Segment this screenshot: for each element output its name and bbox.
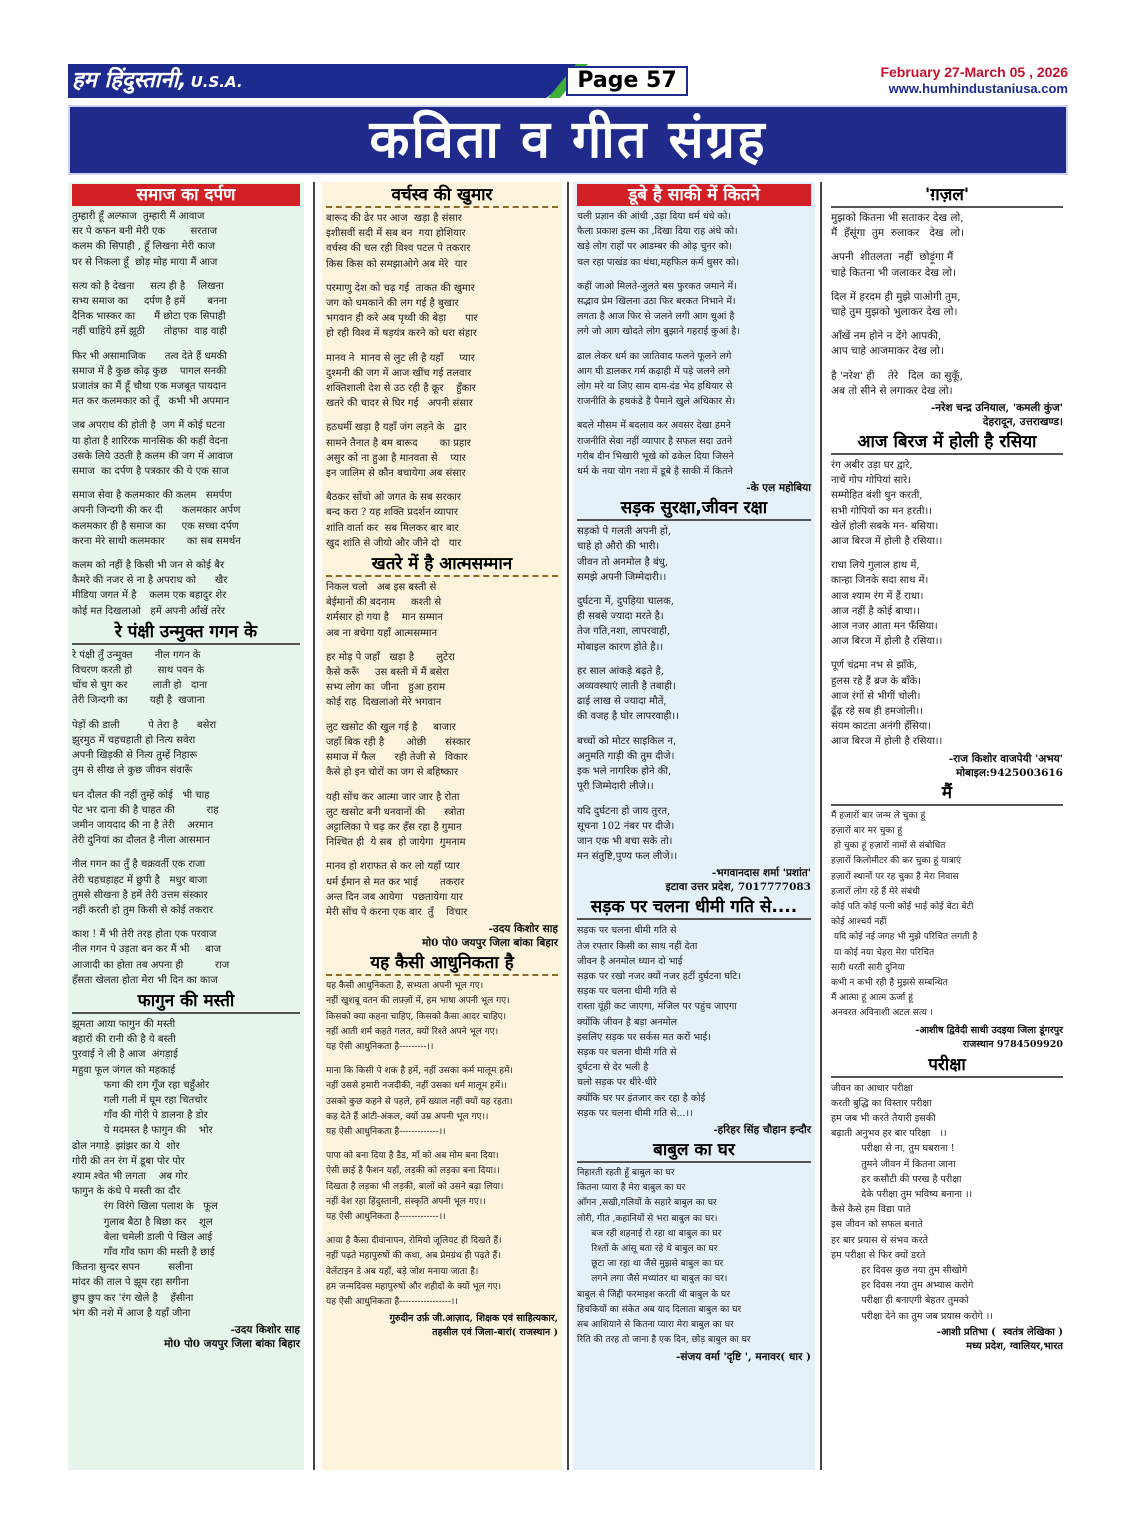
poem-re-panchhi <box>68 621 304 988</box>
masthead-brand <box>72 66 243 97</box>
stanza: रंग अबीर उड़ा घर द्वारे, नाचें गोप गोपियां सारे। सम्मोहित बंशी धुन करती, सभी गोपियों का मन हरती।। खेलें होली सबके मन- बसिया। आज बिरज में होली है रसिया।। <box>831 460 943 548</box>
poem-author: -आशीष द्विवेदी साथी उदइया जिला डूंगरपुर राजस्थान 9784509920 <box>915 1024 1063 1050</box>
stanza: आँखें नम होने न देंगे आपकी, आप चाहे आजमाकर देख लो। <box>831 330 944 358</box>
stanza: पापा को बना दिया है डैड, माँ को अब मोम बना दिया। ऐसी छाई है फैशन यहाँ, लड़की को लड़का बना दिया।। दिखता है लड़का भी लड़की, बालों को उसने बढ़ा लिया। नहीं वेश रहा हिंदुस्तानी, संस्कृति अपनी भूल गए।। यह ऐसी आधुनिकता है-------------।। <box>326 1151 504 1222</box>
stanza: मानव ने मानव से लुट ली है यहाँ प्यार दुश्मनी की जग में आज खींच गई तलवार शक्तिशाली देश से उठ रही है क्रूर हुँकार खतरे की चादर से घिर गई अपनी संसार <box>326 352 476 410</box>
poem-author: -संजय वर्मा 'दृष्टि ', मनावर( धार ) <box>676 1351 811 1364</box>
stanza: हर मोड़ पे जहाँ खड़ा है लुटेरा कैसे करूँ उस बस्ती में मैं बसेरा सभ्य लोग का जीना हुआ हराम कोई राह दिखलाओ मेरे भगवान <box>326 651 455 709</box>
stanza: बच्चों को मोटर साइकिल न, अनुमति गाड़ी की तुम दीजे। इक भले नागरिक होने की, पूरी जिम्मेदारी लीजे।। <box>577 735 677 793</box>
stanza: चली प्रज्ञान की आंधी ,उड़ा दिया धर्म धंधे को। फैला प्रकाश इल्म का ,दिखा दिया राह अंधे को। खड़े लोग राहों पर आडम्बर की ओढ़ चुनर को। चल रहा पाखंड का धंधा,महफिल कर्म धुसर को। <box>577 211 740 268</box>
poem-author: -के एल महोबिया <box>746 482 811 495</box>
poem-ghazal <box>827 184 1067 429</box>
stanza: निहारती रहती हूँ बाबुल का घर कितना प्यारा है मेरा बाबुल का घर आँगन ,सखी,गलियों के सहारे बाबुल का घर लोरी, गीत ,कहानियों से भरा बाबुल का घर। बज रही शहनाई रो रहा था बाबुल का घर रिश्तों के आंसू बता रहे थे बाबुल का घर छूटा जा रहा था जैसे मुझसे बाबुल का घर लगने लगा जैसे मध्यांतर था बाबुल का घर। बाबुल से जिद्दी फरमाइश करती थी बाबुल के घर हिचकियों का संकेत अब याद दिलाता बाबुल का घर सब आशियाने से कितना प्यारा मेरा बाबुल का घर रिति की तरह तो जाना है एक दिन, छोड़ बाबुल का घर <box>577 1167 751 1346</box>
stanza: जीवन का आधार परीक्षा करती बुद्धि का विस्तार परीक्षा हम जब भी करते तैयारी इसकी बढ़ाती अनुभव हर बार परिक्षा ।। परीक्षा से ना, तुम घबराना ! तुमने जीवन में कितना जाना हर कसौटी की परख है परीक्षा देके परीक्षा तुम भविष्य बनाना ।। कैसे कैसे हम विद्या पाते इस जीवन को सफल बनाते हर बार प्रयास से संभव करते हम परीक्षा से फिर क्यों डरते हर दिवस कुछ नया तुम सीखोगे हर दिवस नया तुम अभ्यास करोगे परीक्षा ही बनाएगी बेहतर तुमको परीक्षा देने का तुम जब प्रयास करोगे ।। <box>831 1082 993 1322</box>
poem-doobe-hai-saki <box>573 184 815 495</box>
poem-title: फागुन की मस्ती <box>72 990 300 1014</box>
brand-name: हम हिंदुस्तानी, <box>72 68 187 93</box>
column-4 <box>827 182 1067 1470</box>
stanza: कलम को नहीं है किसी भी जन से कोई बैर कैमरे की नजर से ना है अपराध को खैर मीडिया जगत में है कलम एक बहादुर शेर कोई मत दिखलाओ हमें अपनी आँखें तरेर <box>72 560 228 617</box>
stanza: बदले मौसम में बदलाव कर अवसर देखा हमने राजनीति सेवा नहीं व्यापार है सफल सदा उतने गरीब दीन भिखारी भूखे को ढकेल दिया जिसने धर्म के नया योग नशा में डूबे है साकी में कितने <box>577 420 734 478</box>
stanza: झूमता आया फागुन की मस्ती बहारों की रानी की है ये बस्ती पुरवाई ने ली है आज अंगड़ाई महुवा फूल जंगल को महकाई फगा की राग गूँज रहा चहुँओर गली गली में घूम रहा चितचोर गाँव की गोरी पे डालना है डोर ये मदमस्त है फागुन की भोर ढोल नगाड़े झांझर का ये शोर गोरी की तन रंग में डूबा पोर पोर श्याम श्वेत भी लगता अब गोर फागुन के कंधे पे मस्ती का दौर रंग विरंगे खिला पलाश के फूल गुलाब बैठा है बिछा कर शूल बेला चमेली डाली पे खिल आई गाँव गाँव फाग की मस्ती है छाई कितना सुन्दर सपन सलीना मांदर की ताल पे झूम रहा सगीना छुप छुप कर 'रंग खेले है हँसीना भंग की नशे में आज है यहाँ जीना <box>72 1018 218 1319</box>
poem-title: यह कैसी आधुनिकता है <box>326 952 558 976</box>
stanza: फिर भी असामाजिक तत्व देते हैं धमकी समाज में है कुछ कोढ़ कुछ पागल सनकी प्रजातंत्र का मैं हूँ चौथा एक मजबूत पायदान मत कर कलमकार को तूँ कभी भी अपमान <box>72 350 230 408</box>
stanza: यह कैसी आधुनिकता है, सभ्यता अपनी भूल गए। नहीं खुशबू वतन की लफ़्ज़ों में, हम भाषा अपनी भूल गए। किसको क्या कहना चाहिए, किसको कैसा आदर चाहिए। नहीं आती शर्म कहते गलत, क्यों रिश्ते अपने भूल गए। यह ऐसी आधुनिकता है---------।। <box>326 981 510 1052</box>
stanza: हर साल आंकड़े बढ़ते है, अव्यवस्थाएं लाती है तबाही। ढाई लाख से ज्यादा मौतें, की वजह है घोर लापरवाही।। <box>577 665 679 723</box>
page-number: Page 57 <box>566 66 688 96</box>
poem-author: -उदय किशोर साह मो0 पो0 जयपुर जिला बांका बिहार <box>164 1324 300 1350</box>
stanza: राधा लिये गुलाल हाथ में, कान्हा जिनके सदा साथ में। आज श्याम रंग में हैं राधा। आज नहीं है कोई बाधा।। आज नजर आता मन फँसिया। आज बिरज में होली है रसिया।। <box>831 560 943 648</box>
stanza: आया है कैसा दीवानापन, रोमियो जूलियट ही दिखते हैं। नहीं पढ़ते महापुरुषों की कथा, अब प्रेमग्रंथ ही पढ़ते हैं। वेलेंटाइन डे अब यहाँ, बड़े जोश मनाया जाता है। हम जन्मदिवस महापुरुषों और शहीदों के क्यों भूल गए। यह ऐसी आधुनिकता है-----------------।। <box>326 1236 502 1307</box>
poem-author: -भगवानदास शर्मा 'प्रशांत' इटावा उत्तर प्रदेश, 7017777083 <box>665 867 811 894</box>
column-3 <box>573 182 815 1470</box>
poem-title: डूबे है साकी में कितने <box>577 184 811 206</box>
poem-title: मैं <box>831 782 1063 806</box>
poem-title: सड़क सुरक्षा,जीवन रक्षा <box>577 497 811 521</box>
stanza: मुझको कितना भी सताकर देख लो, मैं हँसूंगा तुम रुलाकर देख लो। <box>831 212 965 240</box>
stanza: अपनी शीतलता नहीं छोड़ूंगा मैं चाहे कितना भी जलाकर देख लो। <box>831 251 957 279</box>
stanza: मैं हजारों बार जन्म ले चुका हूं हज़ारों बार मर चुका हूं हो चुका हूं हज़ारों नामों से संबोधित हज़ारों किलोमीटर की कर चुका हूं यात्राएं हज़ारों स्थानों पर रह चुका है मेरा निवास हजारों लोग रहे हैं मेरे संबंधी कोई पति कोई पत्नी कोई भाई कोई बेटा बेटी कोई आश्चर्य नहीं यदि कोई नई जगह भी मुझे परिचित लगती है या कोई नया चेहरा मेरा परिचित सारी धरती सारी दुनिया कभी न कभी रही है मुझसे सम्बन्धित मैं आत्मा हूं आत्म ऊर्जा हूं अनवरत अविनाशी अटल सत्य । <box>831 810 978 1019</box>
poem-author: -राज किशोर वाजपेयी 'अभय' मोबाइल:9425003616 <box>948 752 1063 779</box>
stanza: है 'नरेश' ही तेरे दिल का सुकूँ, अब तो सीने से लगाकर देख लो। <box>831 369 963 397</box>
stanza: हठधर्मी खड़ा है यहाँ जंग लड़ने के द्वार सामने तैनात है बम बारूद का प्रहार असुर को ना हुआ है मानवता से प्यार इन जालिम से कौन बचायेगा अब संसार <box>326 422 471 480</box>
stanza: दुर्घटना में, दुपहिया चालक, ही सबसे ज्यादा मरते है। तेज गति,नशा, लापरवाही, मोबाइल कारण होते है।। <box>577 596 674 653</box>
poem-title: सड़क पर चलना धीमी गति से.... <box>577 896 811 920</box>
stanza: यही सोंच कर आत्मा जार जार है रोता लुट खसोट बनी धनवानों की स्त्रोता अट्टालिका पे चढ़ कर हँस रहा है गुमान निश्चित ही ये सब हो जायेगा गुमनाम <box>326 791 466 849</box>
stanza: धन दौलत की नहीं तुम्हें कोई भी चाह पेट भर दाना की है चाहत की राह जमीन जायदाद की ना है तेरी अरमान तेरी दुनियां का दौलत है नीला आसमान <box>72 789 219 847</box>
stanza: पूर्ण चंद्रमा नभ से झाँके, हुलस रहे हैं ब्रज के बाँके। आज रंगों से भीगीं चोली। ढूँढ़ रहे सब ही हमजोली।। संयम काटता अनंगी हँसिया। आज बिरज में होली है रसिया।। <box>831 660 943 748</box>
stanza: लुट खसोट की खुल गई है बाजार जहाँ बिक रही है ओछी संस्कार समाज में फैल रही तेजी से विकार कैसे हो इन चोरों का जग से बहिष्कार <box>326 721 471 779</box>
poem-fagun-ki-masti <box>68 990 304 1351</box>
poem-title: आज बिरज में होली है रसिया <box>831 431 1063 455</box>
poem-varchasva-ki-khumar <box>322 184 562 551</box>
stanza: सत्य को है देखना सत्य ही है लिखना सभ्य समाज का दर्पण है हमें बनना दैनिक भास्कर का मैं छोटा एक सिपाही नहीं चाहिये हमें झूठी तोहफा वाह वाही <box>72 280 227 338</box>
poem-title: 'ग़ज़ल' <box>831 184 1063 208</box>
stanza: ढाल लेकर धर्म का जातिवाद फलने फूलने लगे आग घी डालकर गर्म कढ़ाही में पड़े जलने लगे लोग मरे या जिए साम दाम-दंड भेद हथियार से राजनीति के हथकंडे है पैमाने खुले अधिकार से। <box>577 350 736 408</box>
column-divider <box>313 182 315 1470</box>
stanza: सड़क पर चलना धीमी गति से तेज रफ्तार किसी का साथ नहीं देता जीवन है अनमोल ध्यान दो भाई सड़क पर रखो नजर क्यों नजर हटीं दुर्घटना घटि। सड़क पर चलना धीमी गति से रास्ता यूंही कट जाएगा, मंजिल पर पहुंच जाएगा क्योंकि जीवन है बड़ा अनमोल इसलिए सड़क पर सर्कस मत करों भाई। सड़क पर चलना धीमी गति से दुर्घटना से देर भली है चलो सड़क पर धीरे-धीरे क्योंकि घर पर इंतजार कर रहा है कोई सड़क पर चलना धीमी गति से...।। <box>577 925 741 1119</box>
poem-babul-ka-ghar <box>573 1139 815 1364</box>
website-link[interactable]: www.humhindustaniusa.com <box>888 81 1068 96</box>
poem-sadak-par-chalna <box>573 896 815 1137</box>
masthead <box>68 64 1068 98</box>
stanza: बारूद की ढेर पर आज खड़ा है संसार इशीसवीं सदी में सब बन गया होशियार वर्चस्व की चल रही विश्व पटल पे तकरार किस किस को समझाओगे अब मेरे यार <box>326 213 471 270</box>
stanza: निकल चलो अब इस बस्ती से बेईमानों की बदनाम कश्ती से शर्मसार हो गया है मान सम्मान अब ना बचेगा यहाँ आत्मसम्मान <box>326 582 443 639</box>
poem-yah-kaisi-adhunikta <box>322 952 562 1340</box>
stanza: माना कि किसी पे शक है हमें, नहीं उसका कर्म मालूम हमें। नहीं उससे हमारी नजदीकी, नहीं उसका धर्म मालूम हमें।। उसको कुछ कहने से पहले, हमें ख्याल नहीं क्यों यह रहता। कह देते हैं आंटी-अंकल, क्यों उम्र अपनी भूल गए।। यह ऐसी आधुनिकता है-------------।। <box>326 1066 513 1137</box>
section-banner <box>68 105 1068 175</box>
stanza: दिल में हरदम ही मुझे पाओगी तुम, चाहे तुम मुझको भुलाकर देख लो। <box>831 290 961 319</box>
column-divider <box>567 182 569 1470</box>
poem-pariksha <box>827 1054 1067 1354</box>
poem-title: वर्चस्व की खुमार <box>326 184 558 208</box>
poem-main <box>827 782 1067 1052</box>
poem-sadak-suraksha <box>573 497 815 894</box>
poem-title: खतरे में है आत्मसम्मान <box>326 553 558 577</box>
poem-author: -आशी प्रतिभा ( स्वतंत्र लेखिका ) मध्य प्रदेश, ग्वालियर,भारत <box>936 1326 1063 1352</box>
poem-author: गुरुदीन उर्फ़ जी.आज़ाद, शिक्षक एवं साहित्यकार, तहसील एवं जिला-बारां( राजस्थान ) <box>389 1313 558 1339</box>
poem-samaj-ka-darpan <box>68 184 304 619</box>
poem-author: -उदय किशोर साह मो0 पो0 जयपुर जिला बांका बिहार <box>422 923 558 950</box>
column-1 <box>68 182 304 1470</box>
stanza: बैठकर सोंचो ओ जगत के सब सरकार बन्द करा ? यह शक्ति प्रदर्शन व्यापार शांति वार्ता कर सब मिलकर बार बार खुद शांति से जीयो और जीने दो यार <box>326 492 462 549</box>
stanza: पेड़ों की डाली पे तेरा है बसेरा झुरमुठ में चहचहाती हो नित्य सवेरा अपनी खिड़की से नित्य तुम्हें निहारू तुम से सीख ले कुछ जीवन संवारूँ <box>72 719 217 777</box>
column-2 <box>322 182 562 1470</box>
poem-aaj-biraj-mein-holi <box>827 431 1067 780</box>
stanza: तुम्हारी हूँ अल्फाज तुम्हारी मैं आवाज सर पे कफन बनी मेरी एक सरताज कलम की सिपाही , हूँ लिखना मेरी काज घर से निकला हूँ छोड़ मोह माया मैं आज <box>72 211 218 268</box>
stanza: मानव हो शराफत से कर लो यहाँ प्यार धर्म ईमान से मत कर भाई तकरार अन्त दिन जब आयेगा पछतायेगा यार मेरी सोंच पे करना एक बार तुँ विचार <box>326 861 468 918</box>
poem-title: परीक्षा <box>831 1054 1063 1078</box>
brand-suffix: U.S.A. <box>190 73 243 91</box>
stanza: कहीं जाओ मिलते-जुलते बस फुरकत जमाने में। सद्भाव प्रेम खिलना उठा फिर बरकत निभाने में। लगता है आज फिर से जलने लगी आग धुआं है लगे जो आग खोदते लोग बुझाने गहराई कुआं है। <box>577 280 740 338</box>
stanza: समाज सेवा है कलमकार की कलम समर्पण अपनी जिन्दगी की कर दी कलमकार अर्पण कलमकार ही है समाज का एक सच्चा दर्पण करना मेरे साथी कलमकार का सब समर्थन <box>72 490 241 547</box>
masthead-info <box>880 64 1068 97</box>
stanza: यदि दुर्घटना हो जाय तुरत, सूचना 102 नंबर पर दीजे। जान एक भी बचा सके तो। मन संतुष्टि,पुण्य फल लीजे।। <box>577 805 678 863</box>
poem-title: रे पंक्षी उन्मुक्त गगन के <box>72 621 300 645</box>
issue-date: February 27-March 05 , 2026 <box>880 64 1068 80</box>
stanza: परमाणु देश को चढ़ गई ताकत की खुमार जग को धमकाने की लग गई है बुखार भगवान ही करे अब पृथ्वी की बेड़ा पार हो रही विश्व में षड़यंत्र करने को धरा संहार <box>326 282 478 340</box>
stanza: जब अपराध की होती है जग में कोई घटना या होता है शारिरक मानसिक की कहीं वेदना उसके लिये उठती है कलम की जग में आवाज समाज का दर्पण है पत्रकार की ये एक साज <box>72 420 233 478</box>
poem-author: -हरिहर सिंह चौहान इन्दौर <box>713 1123 811 1136</box>
stanza: नील गगन का तुँ है चक्रवर्ती एक राजा तेरी चहचहाहट में छुपी है मधुर बाजा तुमसे सीखना है हमें तेरी उत्तम संस्कार नहीं करती हो तुम किसी से कोई तकरार <box>72 859 214 916</box>
poem-title: समाज का दर्पण <box>72 184 300 206</box>
stanza: रे पंक्षी तुँ उन्मुक्त नील गगन के विचरण करती हो साथ पवन के चोंच से चुग कर लाती हो दाना तेरी जिन्दगी का यही है खजाना <box>72 649 208 707</box>
poem-khatre-mein-aatmasamman <box>322 553 562 950</box>
section-title: कविता व गीत संग्रह <box>369 110 767 170</box>
poem-author: -नरेश चन्द्र उनियाल, 'कमली कुंज' देहरादून, उत्तराखण्ड। <box>930 402 1063 429</box>
poem-title: बाबुल का घर <box>577 1139 811 1163</box>
column-divider <box>820 182 822 1470</box>
stanza: सड़को पे गलती अपनी हो, चाहे हो औरो की भारी। जीवन तो अनमोल है बंधु, समझे अपनी जिम्मेदारी।। <box>577 526 672 583</box>
stanza: काश ! मैं भी तेरी तरह होता एक परवाज नील गगन पे उड़ता बन कर मैं भी बाज आजादी का होता तब अपना ही राज हँसता खेलता होता मेरा भी दिन का काज <box>72 929 230 986</box>
